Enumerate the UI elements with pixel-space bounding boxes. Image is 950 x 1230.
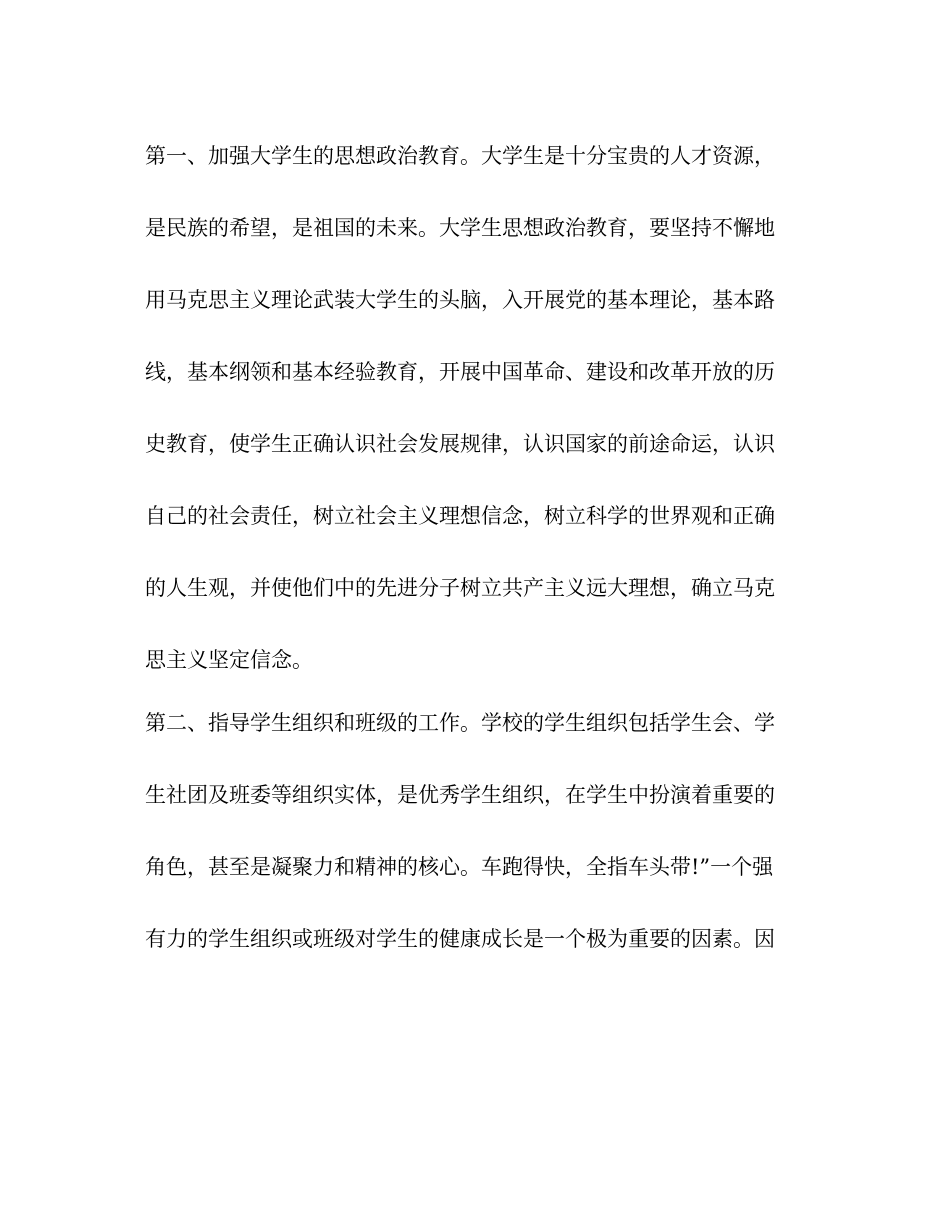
text-line: 用马克思主义理论武装大学生的头脑，入开展党的基本理论，基本路	[145, 288, 775, 312]
text-line: 的人生观，并使他们中的先进分子树立共产主义远大理想，确立马克	[145, 576, 775, 600]
text-line: 生社团及班委等组织实体，是优秀学生组织，在学生中扮演着重要的	[145, 783, 775, 807]
text-line: 是民族的希望，是祖国的未来。大学生思想政治教育，要坚持不懈地	[145, 216, 775, 240]
text-line: 史教育，使学生正确认识社会发展规律，认识国家的前途命运，认识	[145, 432, 775, 456]
text-line: 角色，甚至是凝聚力和精神的核心。车跑得快，全指车头带!”一个强	[145, 855, 774, 879]
text-line: 自己的社会责任，树立社会主义理想信念，树立科学的世界观和正确	[145, 504, 775, 528]
text-line: 第一、加强大学生的思想政治教育。大学生是十分宝贵的人才资源，	[145, 144, 775, 168]
text-line: 有力的学生组织或班级对学生的健康成长是一个极为重要的因素。因	[145, 927, 775, 951]
text-line: 线，基本纲领和基本经验教育，开展中国革命、建设和改革开放的历	[145, 360, 775, 384]
text-line: 第二、指导学生组织和班级的工作。学校的学生组织包括学生会、学	[145, 711, 775, 735]
text-line: 思主义坚定信念。	[145, 648, 313, 672]
